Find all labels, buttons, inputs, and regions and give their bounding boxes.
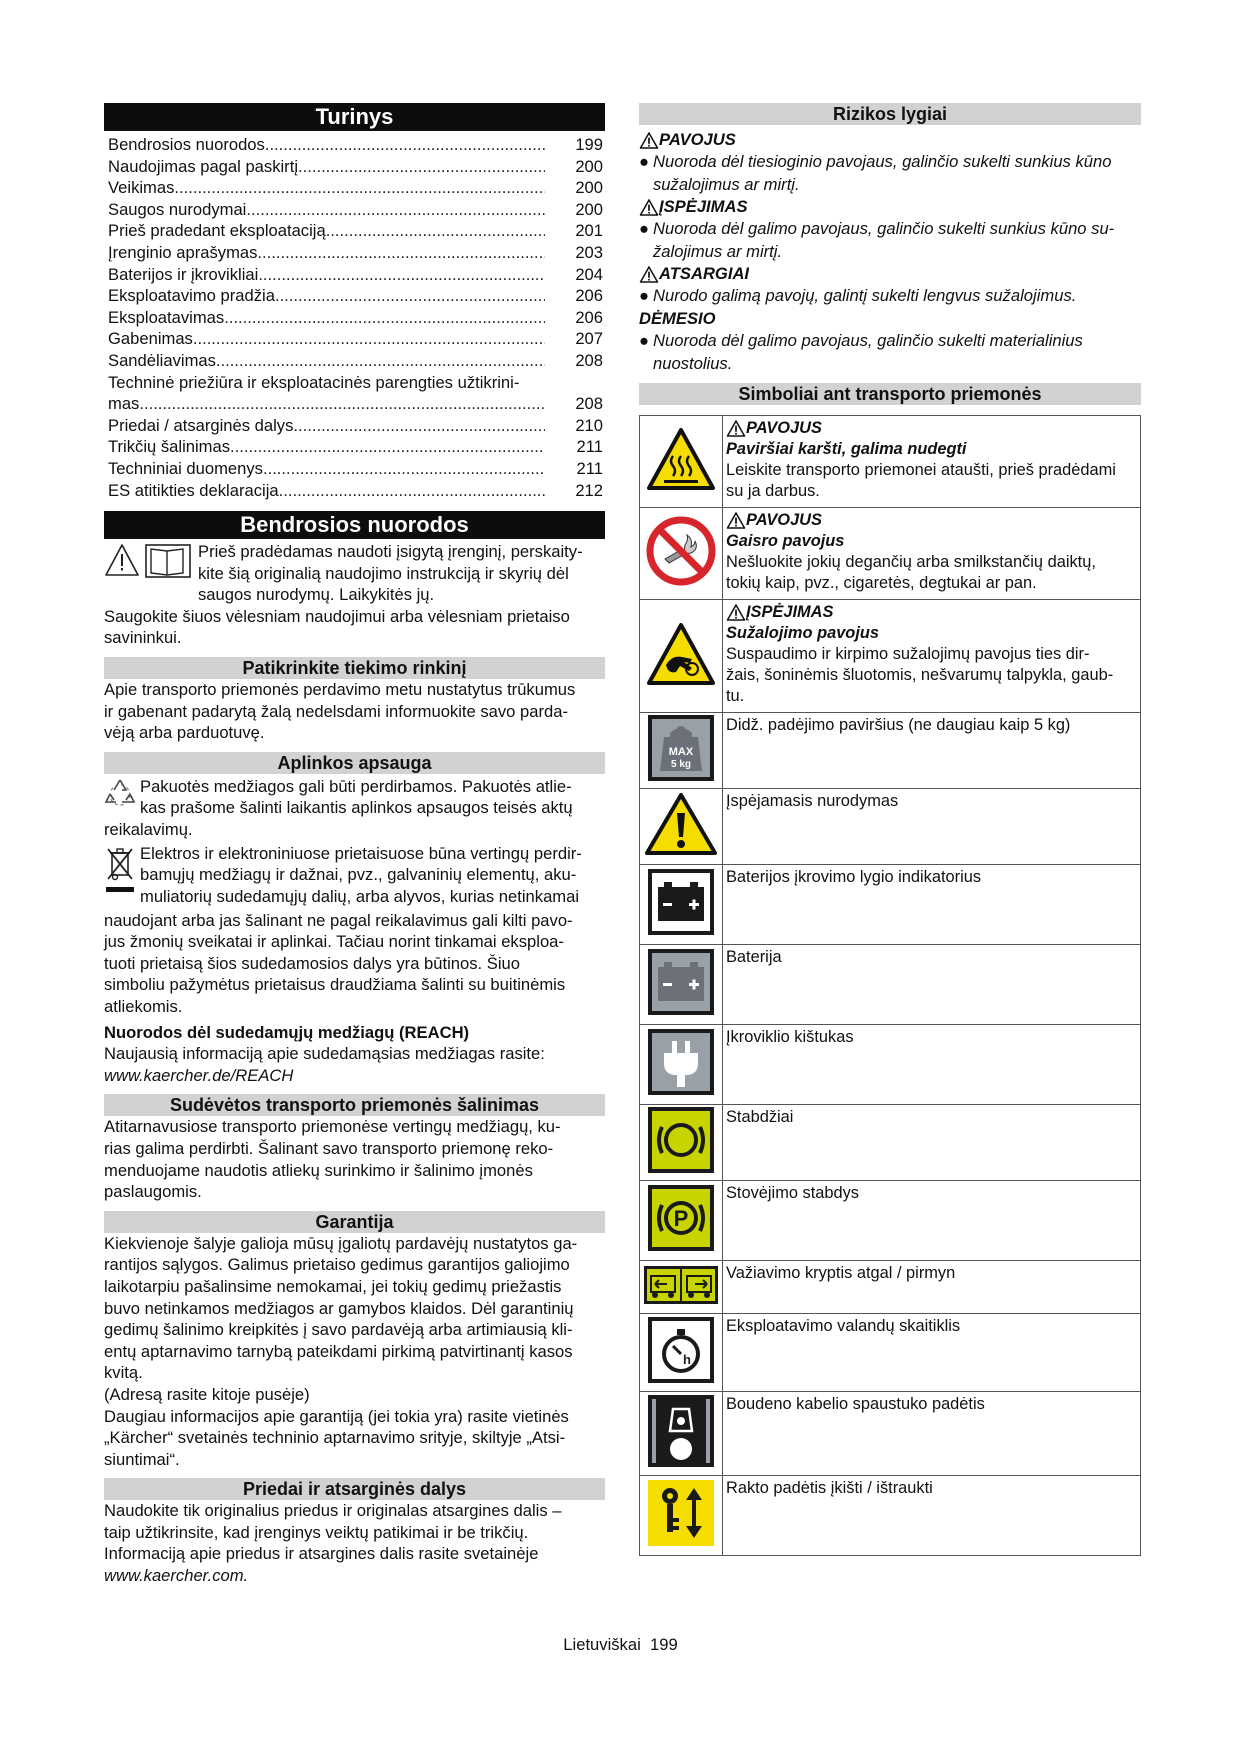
toc-entry[interactable]: Gabenimas ..... 207 xyxy=(108,328,605,350)
table-row xyxy=(640,1261,1141,1314)
table-row xyxy=(640,945,1141,1025)
risk-label-danger: PAVOJUS xyxy=(639,129,1141,151)
symbol-cell xyxy=(640,1181,723,1261)
toc-entry-line1[interactable]: Techninė priežiūra ir eksploatacinės parengties užtikrini- xyxy=(108,372,520,392)
page-number: 199 xyxy=(650,1635,678,1654)
text-line: Elektros ir elektroniniuose prietaisuose būna vertingų perdir- xyxy=(140,843,582,863)
text-line: siuntimai“. xyxy=(104,1449,180,1469)
warning-icon xyxy=(644,791,718,857)
text-line: Informaciją apie priedus ir atsargines dalis rasite svetainėje xyxy=(104,1544,539,1564)
text-line: entų aptarnavimo tarnybą pateikdami pirkimą patvirtinantį kasos xyxy=(104,1341,573,1361)
toc-entry[interactable]: Baterijos ir įkrovikliai ..... 204 xyxy=(108,264,605,286)
symbol-desc xyxy=(723,1025,1141,1105)
symbol-title: Sužalojimo pavojus xyxy=(726,624,880,643)
no-fire-icon xyxy=(645,515,717,587)
text-line: ir gabenant padarytą žalą nedelsdami informuokite savo parda- xyxy=(104,701,568,721)
table-row xyxy=(640,1025,1141,1105)
table-row xyxy=(640,865,1141,945)
symbols-table xyxy=(639,415,1141,1556)
toc-list xyxy=(108,134,605,501)
text-line: tuoti prietaisą šios sudedamosios dalys yra būtinos. Šiuo xyxy=(104,953,520,973)
toc-entry[interactable]: Priedai / atsarginės dalys ..... 210 xyxy=(108,415,605,437)
text-line: Leiskite transporto priemonei ataušti, prieš pradėdami xyxy=(726,461,1116,480)
risk-label-caution: ATSARGIAI xyxy=(639,263,1141,285)
text-line: nuostolius. xyxy=(653,353,733,373)
text-line: kite šią originalią naudojimo instrukciją ir skyrių dėl xyxy=(198,563,569,583)
text-line: Atitarnavusiose transporto priemonėse vertingų medžiagų, ku- xyxy=(104,1117,561,1137)
toc-entry[interactable]: Įrenginio aprašymas ..... 203 xyxy=(108,242,605,264)
text-line: žalojimus ar mirtį. xyxy=(653,241,783,261)
text-line: laikotarpiu pašalinsime nemokamai, jei tokių gedimų priežastis xyxy=(104,1276,562,1296)
symbol-title: Gaisro pavojus xyxy=(726,532,845,551)
text-line: rantijos sąlygos. Galimus prietaiso gedimus garantijos galiojimo xyxy=(104,1255,570,1275)
symbol-warn: PAVOJUS xyxy=(726,510,1137,531)
risk-label-warning: ĮSPĖJIMAS xyxy=(639,196,1141,218)
weee-block xyxy=(104,843,605,910)
warranty-title: Garantija xyxy=(104,1211,605,1233)
table-row xyxy=(640,1105,1141,1181)
symbol-cell xyxy=(640,1105,723,1181)
battery-icon xyxy=(646,947,716,1017)
crossed-bin-icon xyxy=(104,843,140,910)
symbol-desc xyxy=(723,416,1141,508)
text-line: Kiekvienoje šalyje galioja mūsų įgaliotų pardavėjų nustatytos ga- xyxy=(104,1233,578,1253)
text-line: Nurodo galimą pavojų, galintį sukelti lengvus sužalojimus. xyxy=(653,286,1077,306)
table-row xyxy=(640,416,1141,508)
environment-title: Aplinkos apsauga xyxy=(104,752,605,774)
text-line: rias galima perdirbti. Šalinant savo transporto priemonę reko- xyxy=(104,1138,554,1158)
crush-hazard-icon xyxy=(646,621,716,687)
toc-entry[interactable]: Naudojimas pagal paskirtį ..... 200 xyxy=(108,156,605,178)
text-line: Nuoroda dėl galimo pavojaus, galinčio sukelti materialinius xyxy=(653,330,1083,350)
table-row xyxy=(640,1392,1141,1476)
table-row xyxy=(640,1181,1141,1261)
symbol-cell xyxy=(640,600,723,713)
toc-title: Turinys xyxy=(104,103,605,131)
risk-desc: ● Nuoroda dėl galimo pavojaus, galinčio sukelti materialinius nuostolius. xyxy=(639,330,1141,375)
table-row xyxy=(640,713,1141,789)
svg-text:MAX: MAX xyxy=(668,746,694,759)
symbol-desc xyxy=(723,1105,1141,1181)
symbol-desc xyxy=(723,1181,1141,1261)
symbol-warn: ĮSPĖJIMAS xyxy=(726,602,1137,623)
brakes-icon xyxy=(646,1105,716,1175)
text-line: buvo netinkamos medžiagos ar gamybos klaidos. Dėl garantinių xyxy=(104,1298,574,1318)
text-line: Prieš pradėdamas naudoti įsigytą įrenginį, perskaity- xyxy=(198,542,583,562)
recycle-block xyxy=(104,776,605,819)
text-line: jus žmonių sveikatai ir aplinkai. Tačiau norint tinkamai eksploa- xyxy=(104,932,564,952)
text-line: Daugiau informacijos apie garantiją (jei tokia yra) rasite vietinės xyxy=(104,1406,569,1426)
risk-desc: ● Nurodo galimą pavojų, galintį sukelti lengvus sužalojimus. xyxy=(639,285,1141,308)
symbol-cell xyxy=(640,1314,723,1392)
toc-entry[interactable]: mas ..... 208 xyxy=(108,393,605,415)
risk-levels xyxy=(639,129,1141,375)
text-line: savininkui. xyxy=(104,628,182,648)
warning-triangle-icon xyxy=(639,199,659,216)
risk-title: Rizikos lygiai xyxy=(639,103,1141,125)
text-line: bamųjų medžiagų ir dažnai, pvz., galvaninių elementų, aku- xyxy=(140,865,577,885)
symbols-title: Simboliai ant transporto priemonės xyxy=(639,383,1141,405)
text-line: žais, šoninėmis šluotomis, nešvarumų talpykla, gaub- xyxy=(726,666,1114,685)
svg-text:5 kg: 5 kg xyxy=(670,759,692,771)
symbol-desc xyxy=(723,713,1141,789)
text-line: su ja darbus. xyxy=(726,482,820,501)
direction-icon xyxy=(643,1264,719,1306)
text-line: vėją arba parduotuvę. xyxy=(104,723,265,743)
max-weight-icon xyxy=(646,713,716,783)
svg-text:h: h xyxy=(683,1352,691,1368)
text-line: paslaugomis. xyxy=(104,1182,202,1202)
table-row xyxy=(640,600,1141,713)
text-line: Stabdžiai xyxy=(726,1108,794,1127)
text-line: tu. xyxy=(726,687,745,706)
text-line: saugos nurodymų. Laikykitės jų. xyxy=(198,585,435,605)
text-line: Nešluokite jokių degančių arba smilkstančių daiktų, xyxy=(726,553,1096,572)
toc-entry[interactable]: Eksploatavimas ..... 206 xyxy=(108,307,605,329)
parking-brake-icon xyxy=(646,1183,716,1253)
warning-triangle-icon xyxy=(639,266,659,283)
text-line: tokių kaip, pvz., cigaretės, degtukai ar pan. xyxy=(726,574,1037,593)
symbol-desc xyxy=(723,1314,1141,1392)
text-line: reikalavimų. xyxy=(104,820,193,840)
key-position-icon xyxy=(646,1478,716,1548)
general-lead xyxy=(104,541,605,606)
symbol-cell xyxy=(640,789,723,865)
text-line: Naujausią informaciją apie sudedamąsias medžiagas rasite: xyxy=(104,1044,545,1064)
toc-entry[interactable]: ES atitikties deklaracija ..... 212 xyxy=(108,480,605,502)
text-line: sužalojimus ar mirtį. xyxy=(653,174,800,194)
text-line: Boudeno kabelio spaustuko padėtis xyxy=(726,1395,985,1414)
text-line: Eksploatavimo valandų skaitiklis xyxy=(726,1317,961,1336)
text-line: atliekomis. xyxy=(104,997,183,1016)
symbol-cell xyxy=(640,1261,723,1314)
text-line: Baterijos įkrovimo lygio indikatorius xyxy=(726,868,982,887)
bowden-clamp-icon xyxy=(646,1393,716,1469)
toc-entry[interactable]: Eksploatavimo pradžia ..... 206 xyxy=(108,285,605,307)
text-line: kvitą. xyxy=(104,1363,143,1383)
text-line: Saugokite šiuos vėlesniam naudojimui arba vėlesniam prietaiso xyxy=(104,606,570,626)
symbol-title: Paviršiai karšti, galima nudegti xyxy=(726,440,967,459)
table-row xyxy=(640,789,1141,865)
symbol-cell xyxy=(640,1392,723,1476)
toc-entry[interactable]: Trikčių šalinimas ..... 211 xyxy=(108,436,605,458)
text-line: Pakuotės medžiagos gali būti perdirbamos. Pakuotės atlie- xyxy=(140,776,572,796)
text-line: Suspaudimo ir kirpimo sužalojimų pavojus ties dir- xyxy=(726,645,1090,664)
text-line: Apie transporto priemonės perdavimo metu nustatytus trūkumus xyxy=(104,680,576,700)
right-column xyxy=(639,103,1141,1556)
symbol-cell xyxy=(640,713,723,789)
footer-language: Lietuviškai xyxy=(563,1635,641,1654)
text-line: Baterija xyxy=(726,948,782,967)
warning-triangle-icon xyxy=(726,512,746,529)
left-column xyxy=(104,103,605,1587)
text-line: Didž. padėjimo paviršius (ne daugiau kaip 5 kg) xyxy=(726,716,1071,735)
text-line: Naudokite tik originalius priedus ir originalas atsargines dalis – xyxy=(104,1501,562,1521)
table-row xyxy=(640,508,1141,600)
svg-text:P: P xyxy=(673,1206,689,1232)
text-line: Rakto padėtis įkišti / ištraukti xyxy=(726,1479,933,1498)
disposal-title: Sudėvėtos transporto priemonės šalinimas xyxy=(104,1094,605,1116)
text-line: Važiavimo kryptis atgal / pirmyn xyxy=(726,1264,956,1283)
hot-surface-icon xyxy=(646,426,716,492)
recycle-icon xyxy=(104,776,140,819)
accessories-title: Priedai ir atsarginės dalys xyxy=(104,1478,605,1500)
warning-triangle-icon xyxy=(726,420,746,437)
symbol-cell xyxy=(640,1476,723,1556)
reach-link[interactable]: www.kaercher.de/REACH xyxy=(104,1065,294,1085)
reach-title: Nuorodos dėl sudedamųjų medžiagų (REACH) xyxy=(104,1022,470,1042)
text-line: Įspėjamasis nurodymas xyxy=(726,792,899,811)
symbol-desc xyxy=(723,600,1141,713)
risk-desc: ● Nuoroda dėl tiesioginio pavojaus, galinčio sukelti sunkius kūno sužalojimus ar mirtį. xyxy=(639,151,1141,196)
text-line: naudojant arba jas šalinant ne pagal reikalavimus gali kilti pavo- xyxy=(104,910,573,930)
table-row xyxy=(640,1476,1141,1556)
toc-entry[interactable]: Bendrosios nuorodos ..... 199 xyxy=(108,134,605,156)
symbol-cell xyxy=(640,508,723,600)
toc-entry[interactable]: Sandėliavimas ..... 208 xyxy=(108,350,605,372)
symbol-desc xyxy=(723,1261,1141,1314)
risk-label-notice: DĖMESIO xyxy=(639,308,716,328)
battery-level-icon xyxy=(646,867,716,937)
text-line: „Kärcher“ svetainės techninio aptarnavimo srityje, skiltyje „Atsi- xyxy=(104,1428,566,1448)
symbol-desc xyxy=(723,1476,1141,1556)
risk-desc: ● Nuoroda dėl galimo pavojaus, galinčio sukelti sunkius kūno su- žalojimus ar mirtį. xyxy=(639,218,1141,263)
toc-entry[interactable]: Veikimas ..... 200 xyxy=(108,177,605,199)
symbol-cell xyxy=(640,945,723,1025)
text-line: (Adresą rasite kitoje pusėje) xyxy=(104,1384,310,1404)
symbol-cell xyxy=(640,865,723,945)
charger-plug-icon xyxy=(646,1027,716,1097)
symbol-cell xyxy=(640,416,723,508)
text-line: Stovėjimo stabdys xyxy=(726,1184,860,1203)
read-manual-icon xyxy=(104,541,198,606)
symbol-desc xyxy=(723,865,1141,945)
symbol-cell xyxy=(640,1025,723,1105)
accessories-link[interactable]: www.kaercher.com. xyxy=(104,1566,249,1586)
page-footer xyxy=(0,1635,1241,1655)
warning-triangle-icon xyxy=(726,604,746,621)
hour-meter-icon xyxy=(646,1315,716,1385)
text-line: gedimų šalinimo kreipkitės į savo pardavėją arba artimiausią kli- xyxy=(104,1320,573,1340)
symbol-desc xyxy=(723,789,1141,865)
toc-entry[interactable]: Prieš pradedant eksploataciją ..... 201 xyxy=(108,220,605,242)
symbol-desc xyxy=(723,508,1141,600)
delivery-title: Patikrinkite tiekimo rinkinį xyxy=(104,657,605,679)
text-line: kas prašome šalinti laikantis aplinkos apsaugos teisės aktų xyxy=(140,798,573,818)
symbol-desc xyxy=(723,1392,1141,1476)
table-row xyxy=(640,1314,1141,1392)
text-line: muliatorių sudedamųjų dalių, arba alyvos, kurias netinkamai xyxy=(140,886,580,906)
warning-triangle-icon xyxy=(639,132,659,149)
text-line: simboliu pažymėtus prietaisus draudžiama šalinti su buitinėmis xyxy=(104,975,566,995)
symbol-warn: PAVOJUS xyxy=(726,418,1137,439)
symbol-desc xyxy=(723,945,1141,1025)
general-title: Bendrosios nuorodos xyxy=(104,511,605,539)
text-line: taip užtikrinsite, kad įrenginys veiktų patikimai ir be trikčių. xyxy=(104,1522,529,1542)
text-line: Įkroviklio kištukas xyxy=(726,1028,854,1047)
text-line: menduojame naudotis atliekų surinkimo ir šalinimo įmonės xyxy=(104,1160,533,1180)
toc-entry[interactable]: Techniniai duomenys ..... 211 xyxy=(108,458,605,480)
text-line: Nuoroda dėl galimo pavojaus, galinčio sukelti sunkius kūno su- xyxy=(653,219,1115,239)
toc-entry[interactable]: Saugos nurodymai ..... 200 xyxy=(108,199,605,221)
text-line: Nuoroda dėl tiesioginio pavojaus, galinčio sukelti sunkius kūno xyxy=(653,152,1112,171)
